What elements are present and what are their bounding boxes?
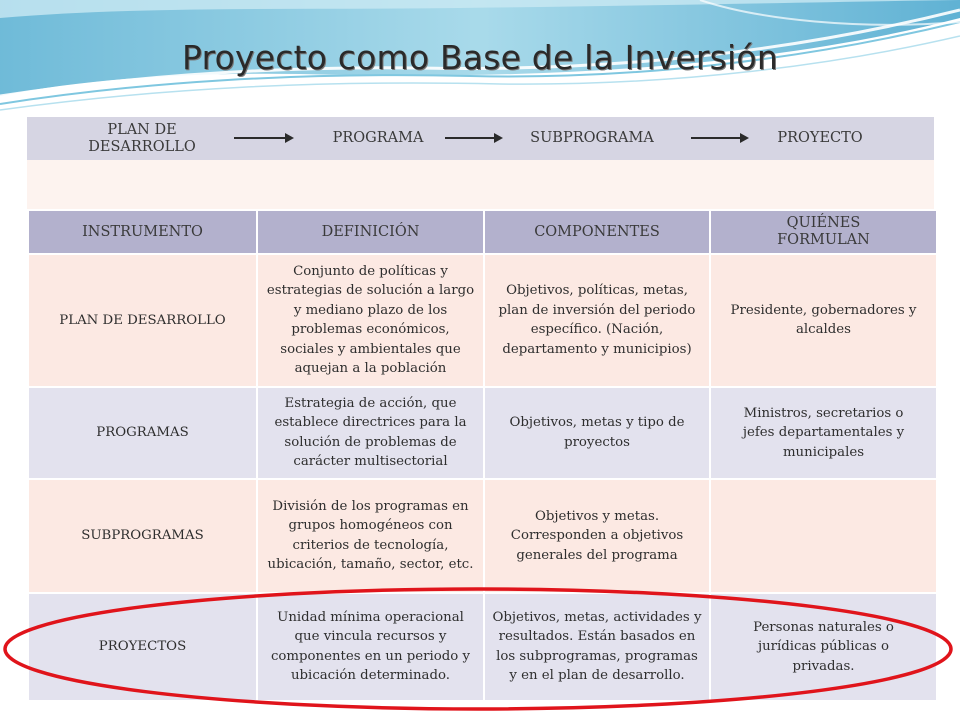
cell-definicion: Estrategia de acción, que establece directrices para la solución de problemas de carácter multisectorial [258, 388, 483, 478]
hierarchy-flow [27, 117, 934, 160]
spacer-band [27, 160, 934, 209]
header-quienes-formulan: QUIÉNES FORMULAN [711, 211, 936, 253]
cell-instrumento: PROYECTOS [29, 594, 256, 701]
table-row [29, 594, 936, 701]
cell-formulan: Ministros, secretarios o jefes departamentales y municipales [711, 388, 936, 478]
flow-step-proyecto: PROYECTO [777, 130, 863, 146]
cell-instrumento: SUBPROGRAMAS [29, 480, 256, 592]
flow-arrow-icon [691, 137, 747, 139]
cell-definicion: División de los programas en grupos homogéneos con criterios de tecnología, ubicación, tamaño, sector, etc. [258, 480, 483, 592]
header-definicion: DEFINICIÓN [258, 211, 483, 253]
cell-componentes: Objetivos, metas y tipo de proyectos [485, 388, 709, 478]
cell-componentes: Objetivos, metas, actividades y resultados. Están basados en los subprogramas, programas y en el plan de desarrollo. [485, 594, 709, 701]
cell-componentes: Objetivos y metas. Corresponden a objetivos generales del programa [485, 480, 709, 592]
flow-step-subprograma: SUBPROGRAMA [530, 130, 654, 146]
header-componentes: COMPONENTES [485, 211, 709, 253]
header-instrumento: INSTRUMENTO [29, 211, 256, 253]
instruments-table [27, 209, 938, 702]
flow-arrow-icon [445, 137, 501, 139]
flow-step-plan: PLAN DE DESARROLLO [88, 121, 196, 155]
table-row [29, 255, 936, 386]
slide-title: Proyecto como Base de la Inversión [182, 38, 778, 77]
cell-formulan [711, 480, 936, 592]
cell-formulan: Presidente, gobernadores y alcaldes [711, 255, 936, 386]
cell-instrumento: PROGRAMAS [29, 388, 256, 478]
cell-componentes: Objetivos, políticas, metas, plan de inversión del periodo específico. (Nación, departamento y municipios) [485, 255, 709, 386]
cell-formulan: Personas naturales o jurídicas públicas o privadas. [711, 594, 936, 701]
flow-step-programa: PROGRAMA [332, 130, 424, 146]
cell-definicion: Unidad mínima operacional que vincula recursos y componentes en un periodo y ubicación determinado. [258, 594, 483, 701]
cell-instrumento: PLAN DE DESARROLLO [29, 255, 256, 386]
table-row [29, 388, 936, 478]
cell-definicion: Conjunto de políticas y estrategias de solución a largo y mediano plazo de los problemas económicos, sociales y ambientales que aquejan a la población [258, 255, 483, 386]
table-row [29, 480, 936, 592]
table-header-row [29, 211, 936, 253]
flow-arrow-icon [234, 137, 292, 139]
